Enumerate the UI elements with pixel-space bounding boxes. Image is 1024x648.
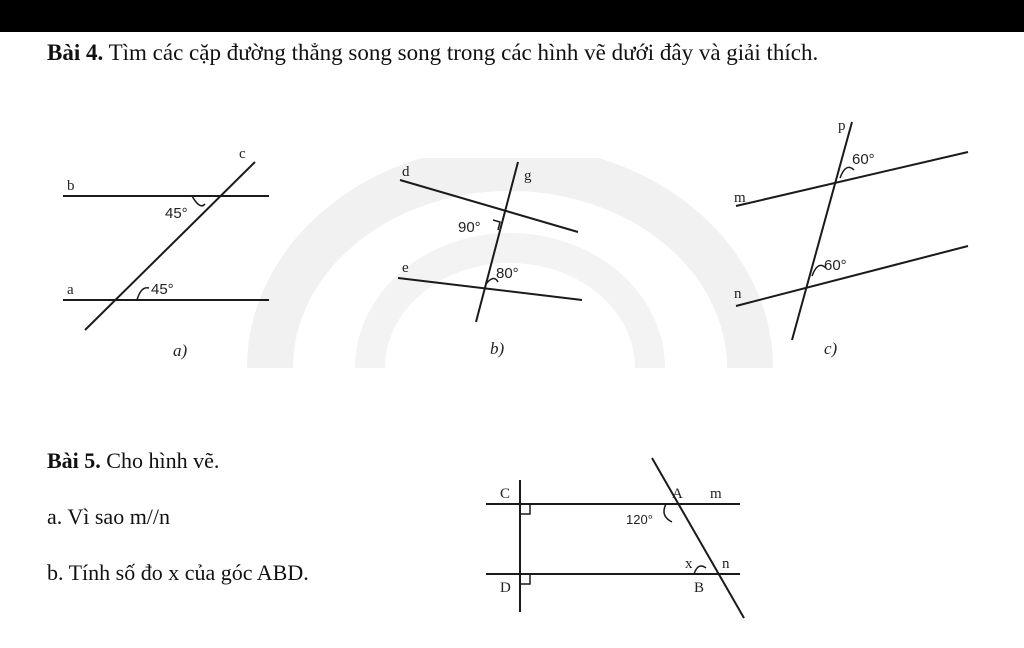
label-n: n [734, 286, 742, 302]
line-p [792, 122, 852, 340]
angle-arc-bottom [137, 288, 149, 300]
caption-b: b) [490, 339, 505, 358]
label-g: g [524, 168, 532, 184]
line-e [398, 278, 582, 300]
line-c [85, 162, 255, 330]
point-d-label: D [500, 580, 511, 596]
figure-b [390, 150, 600, 370]
point-c-label: C [500, 486, 511, 502]
angle-arc-top [840, 167, 854, 178]
top-black-bar [0, 0, 1024, 32]
angle-arc-x [694, 566, 706, 574]
figure-c [728, 110, 978, 360]
exercise-5-number: Bài 5. [47, 448, 101, 473]
label-d: d [402, 164, 410, 180]
exercise-5-heading [47, 448, 219, 474]
exercise-5-text: Cho hình vẽ. [106, 448, 220, 473]
label-m: m [710, 486, 722, 502]
label-m: m [734, 190, 746, 206]
point-a-label: A [672, 486, 683, 502]
label-b: b [67, 178, 75, 194]
line-n [736, 246, 968, 306]
exercise-4-number: Bài 4. [47, 40, 104, 65]
angle-top-label: 90° [458, 219, 481, 236]
caption-a: a) [173, 341, 188, 360]
label-n: n [722, 556, 730, 572]
label-p: p [838, 118, 846, 134]
caption-c: c) [824, 339, 838, 358]
angle-bottom-label: 45° [151, 281, 174, 298]
line-d [400, 180, 578, 232]
exercise-4-heading [47, 40, 818, 66]
label-c: c [239, 146, 246, 162]
right-angle-d [520, 574, 530, 584]
angle-top-label: 60° [852, 151, 875, 168]
label-e: e [402, 260, 409, 276]
figure-5 [482, 452, 752, 622]
angle-bottom-label: 60° [824, 257, 847, 274]
angle-arc-top [192, 196, 205, 206]
angle-top-label: 45° [165, 205, 188, 222]
exercise-5-part-a: a. Vì sao m//n [47, 504, 171, 529]
line-g [476, 162, 518, 322]
angle-arc-120 [664, 504, 672, 522]
right-angle-c [520, 504, 530, 514]
point-b-label: B [694, 580, 705, 596]
label-a: a [67, 282, 74, 298]
angle-x-label: x [685, 556, 693, 572]
angle-bottom-label: 80° [496, 265, 519, 282]
angle-120-label: 120° [626, 512, 653, 527]
exercise-4-text: Tìm các cặp đường thẳng song song trong các hình vẽ dưới đây và giải thích. [108, 40, 819, 65]
figure-a [55, 138, 285, 368]
right-angle-mark [493, 220, 500, 230]
exercise-5-part-b: b. Tính số đo x của góc ABD. [47, 560, 309, 585]
